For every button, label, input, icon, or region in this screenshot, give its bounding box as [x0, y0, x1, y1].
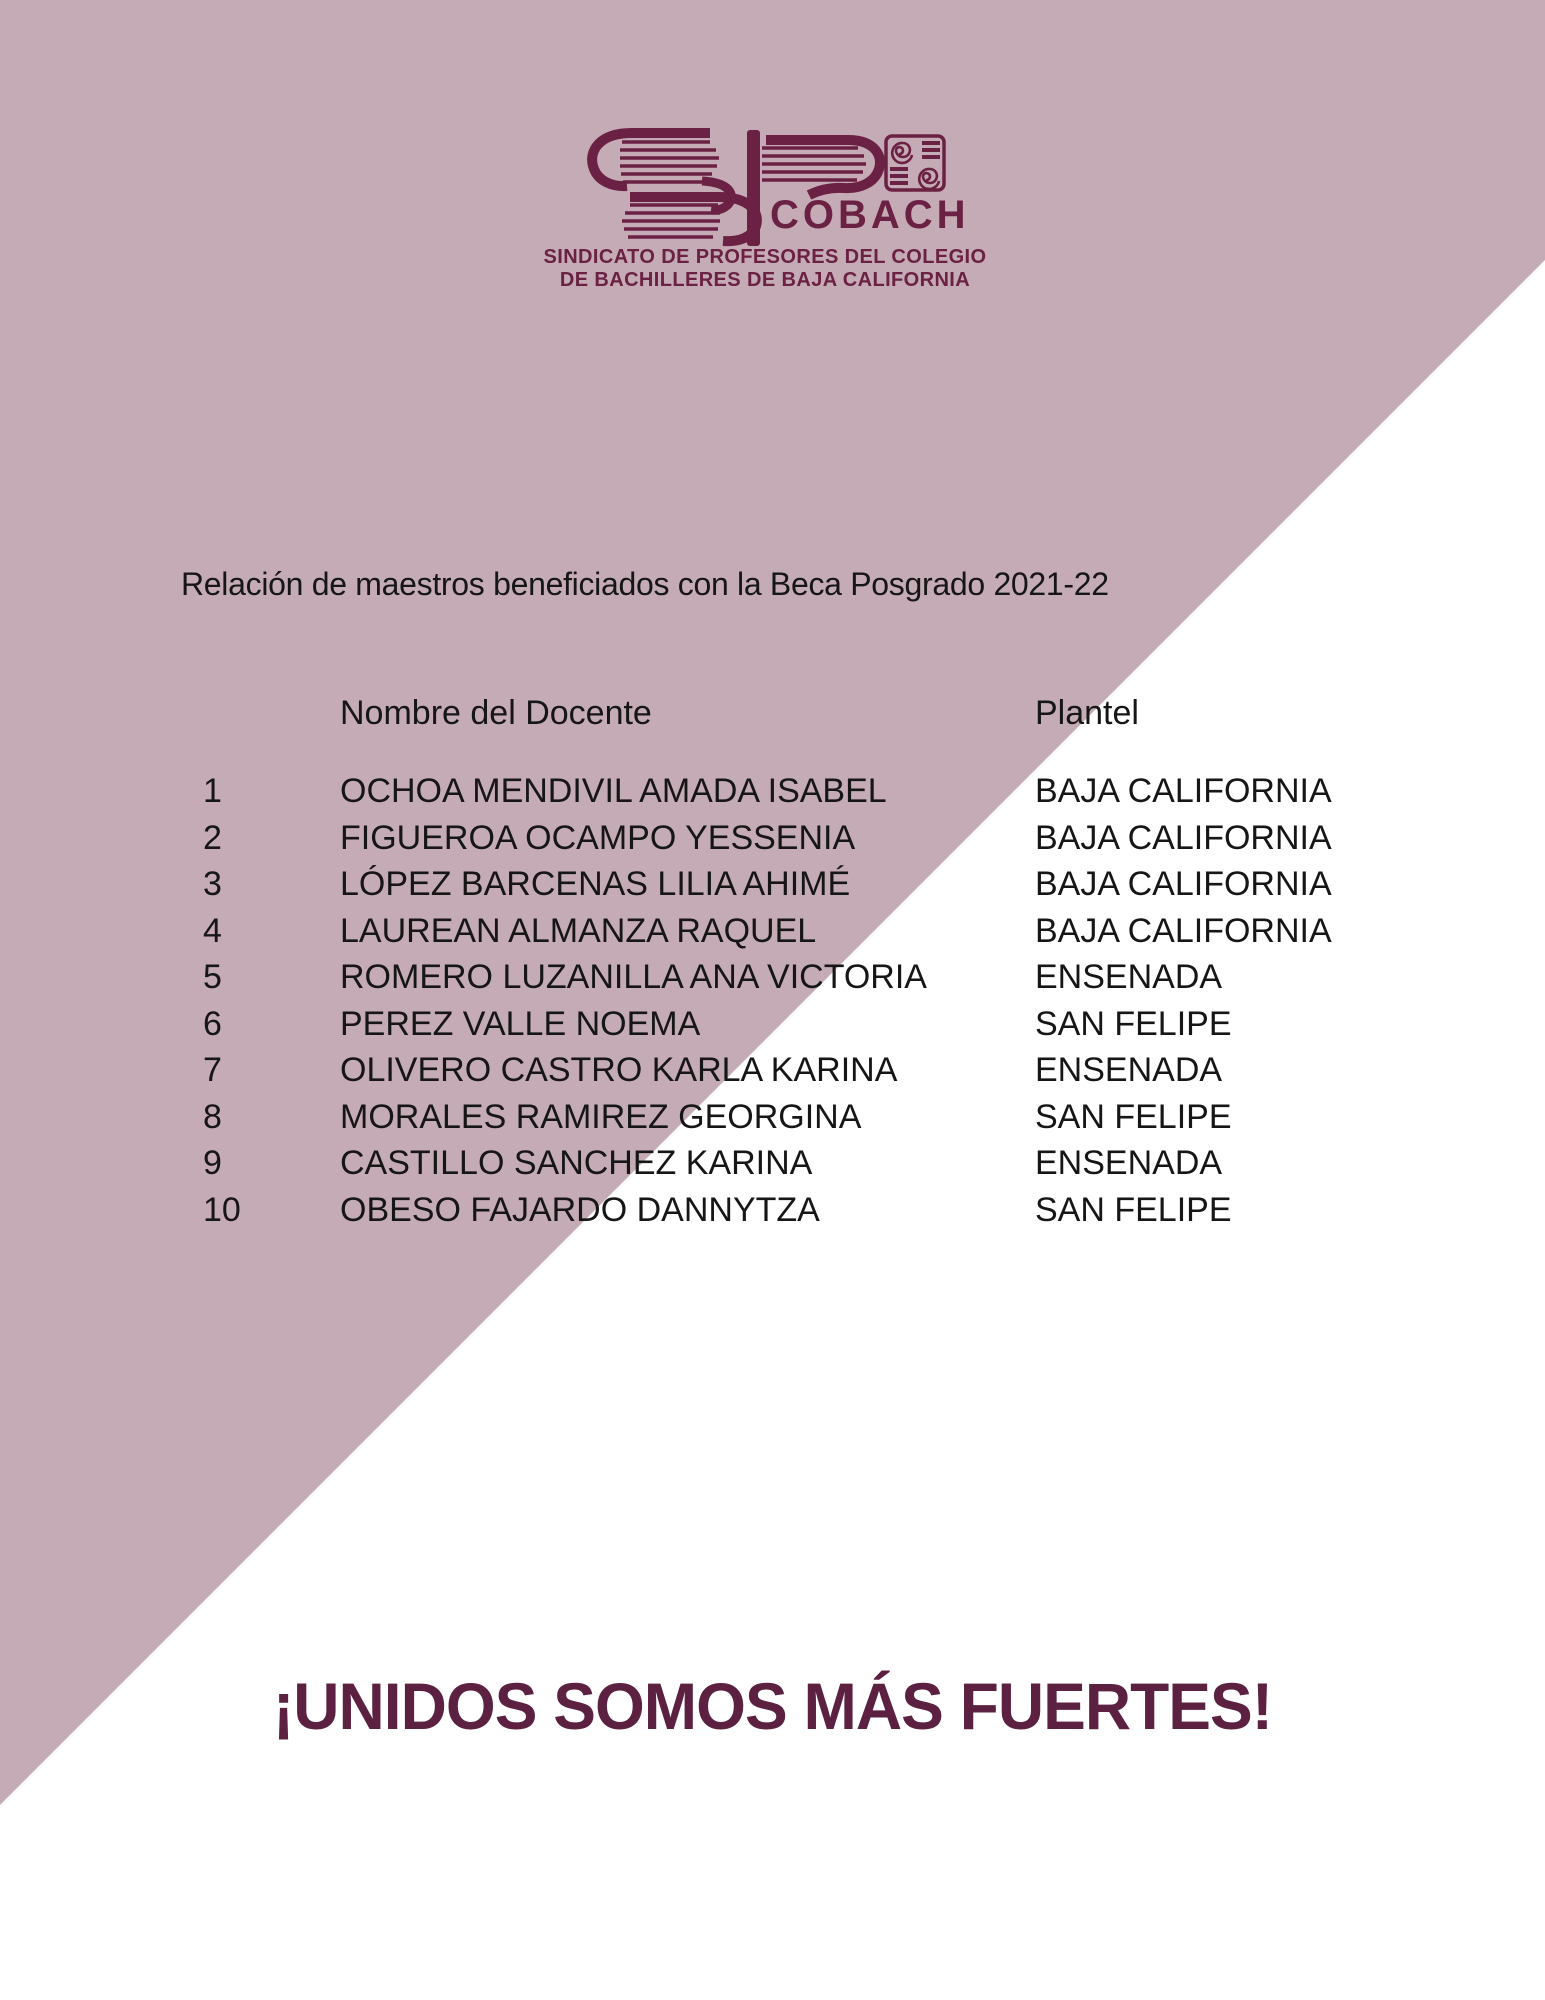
table-row — [0, 1187, 1545, 1234]
org-name — [465, 246, 1065, 292]
sp-books-icon — [570, 95, 1000, 260]
campus-name: BAJA CALIFORNIA — [1035, 772, 1332, 810]
table-row — [0, 1047, 1545, 1094]
row-number: 1 — [203, 772, 222, 810]
table-header-row — [0, 694, 1545, 740]
campus-name: BAJA CALIFORNIA — [1035, 818, 1332, 857]
teacher-name: OLIVERO CASTRO KARLA KARINA — [340, 1051, 898, 1089]
table-row — [0, 815, 1545, 862]
teacher-name: LAUREAN ALMANZA RAQUEL — [340, 911, 817, 950]
row-number: 4 — [203, 911, 222, 950]
row-number: 2 — [203, 818, 222, 857]
row-number: 10 — [203, 1190, 241, 1229]
teacher-name: OCHOA MENDIVIL AMADA ISABEL — [340, 772, 887, 810]
p-bar-icon — [747, 130, 760, 246]
teacher-name: MORALES RAMIREZ GEORGINA — [340, 1097, 862, 1136]
campus-name: ENSENADA — [1035, 1144, 1223, 1182]
campus-name: SAN FELIPE — [1035, 1004, 1232, 1043]
slogan-text: ¡UNIDOS SOMOS MÁS FUERTES! — [272, 1669, 1273, 1743]
teacher-name: LÓPEZ BARCENAS LILIA AHIMÉ — [340, 865, 851, 903]
table-row — [0, 861, 1545, 908]
teacher-name: OBESO FAJARDO DANNYTZA — [340, 1190, 820, 1229]
campus-name: BAJA CALIFORNIA — [1035, 911, 1332, 950]
org-name-line1: SINDICATO DE PROFESORES DEL COLEGIO — [543, 246, 987, 268]
spcobach-logo — [570, 95, 1000, 260]
row-number: 6 — [203, 1004, 222, 1043]
teacher-name: PEREZ VALLE NOEMA — [340, 1004, 701, 1043]
row-number: 3 — [203, 865, 222, 903]
cobach-stamp-icon — [886, 136, 944, 190]
row-number: 9 — [203, 1144, 222, 1182]
table-row — [0, 954, 1545, 1001]
campus-name: ENSENADA — [1035, 958, 1223, 996]
column-header-teacher: Nombre del Docente — [340, 694, 652, 732]
s-top-book-icon — [592, 133, 719, 186]
org-name-line2: DE BACHILLERES DE BAJA CALIFORNIA — [559, 269, 971, 291]
row-number: 7 — [203, 1051, 222, 1089]
table-row — [0, 908, 1545, 955]
s-bottom-book-icon — [622, 197, 757, 241]
table-row — [0, 1094, 1545, 1141]
campus-name: SAN FELIPE — [1035, 1097, 1232, 1136]
table-row — [0, 1140, 1545, 1187]
teacher-name: FIGUEROA OCAMPO YESSENIA — [340, 818, 856, 857]
cobach-wordmark: COBACH — [770, 193, 970, 237]
document-title: Relación de maestros beneficiados con la Beca Posgrado 2021-22 — [181, 566, 1109, 602]
p-book-icon — [762, 140, 880, 195]
teacher-name: ROMERO LUZANILLA ANA VICTORIA — [340, 958, 927, 996]
campus-name: ENSENADA — [1035, 1051, 1223, 1089]
column-header-campus: Plantel — [1035, 694, 1139, 732]
teacher-name: CASTILLO SANCHEZ KARINA — [340, 1144, 813, 1182]
table-row — [0, 1001, 1545, 1048]
row-number: 5 — [203, 958, 222, 996]
campus-name: SAN FELIPE — [1035, 1190, 1232, 1229]
table-row — [0, 768, 1545, 815]
beneficiaries-table — [0, 768, 1545, 1233]
row-number: 8 — [203, 1097, 222, 1136]
campus-name: BAJA CALIFORNIA — [1035, 865, 1332, 903]
